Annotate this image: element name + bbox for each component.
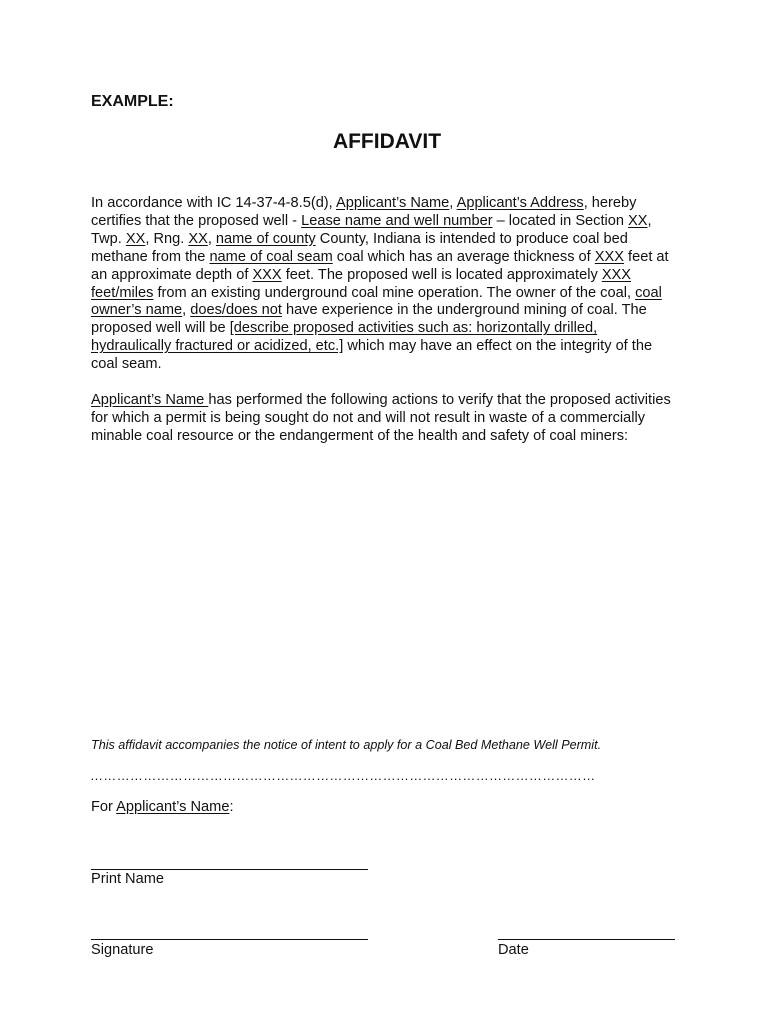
for-applicant-line <box>91 799 234 815</box>
text: has performed the following actions to verify that the proposed activities for which a permit is being sought do not and will not result in waste of a commercially minable coal resource or the endangerment of the health and safety of coal miners: <box>91 392 671 444</box>
signature-label: Signature <box>91 942 154 958</box>
document-title <box>0 130 770 154</box>
for-prefix: For <box>91 799 117 815</box>
text: coal which has an average thickness of <box>332 248 595 265</box>
text: from an existing underground coal mine operation. The owner of the coal, <box>153 284 636 301</box>
affidavit-paragraph-2 <box>91 392 681 446</box>
applicant-name-placeholder: Applicant’s Name <box>91 392 209 408</box>
coal-owner-placeholder: coal owner’s name <box>91 284 662 319</box>
township-placeholder: XX <box>125 230 146 247</box>
section-placeholder: XX <box>628 212 648 229</box>
coal-seam-placeholder: name of coal seam <box>209 248 333 265</box>
permit-note: This affidavit accompanies the notice of intent to apply for a Coal Bed Methane Well Permit. <box>91 738 602 752</box>
for-suffix: : <box>229 799 234 815</box>
text: In accordance with IC 14-37-4-8.5(d), <box>91 195 336 211</box>
text: , Rng. <box>145 230 189 247</box>
example-label: EXAMPLE: <box>91 93 174 110</box>
depth-placeholder: XXX <box>252 266 282 283</box>
dotted-separator: …………………………………………………………………………………………………… <box>90 768 596 783</box>
text: feet at an approximate depth of <box>91 248 669 283</box>
applicant-name-placeholder: Applicant’s Name <box>335 195 450 211</box>
text: – located in Section <box>492 212 629 229</box>
text: , <box>449 195 457 211</box>
applicant-address-placeholder: Applicant’s Address <box>456 195 584 211</box>
text: , hereby certifies that the proposed well - <box>91 195 637 229</box>
text: which may have an effect on the integrity of the coal seam. <box>91 338 653 373</box>
signature-line <box>91 939 368 940</box>
text: , <box>207 230 216 247</box>
county-placeholder: name of county <box>215 230 316 247</box>
print-name-label: Print Name <box>91 871 164 887</box>
print-name-line <box>91 869 368 870</box>
affidavit-paragraph-1 <box>91 195 681 374</box>
distance-placeholder: XXX feet/miles <box>91 266 632 301</box>
activities-placeholder: [describe proposed activities such as: horizontally drilled, hydraulically fractured or acidized, etc.] <box>91 320 598 355</box>
range-placeholder: XX <box>188 230 208 247</box>
applicant-name-placeholder: Applicant’s Name <box>116 799 230 815</box>
text: feet. The proposed well is located approximately <box>281 266 602 283</box>
date-line <box>498 939 675 940</box>
text: , <box>182 302 191 319</box>
date-label: Date <box>498 942 529 958</box>
thickness-placeholder: XXX <box>594 248 624 265</box>
does-does-not-placeholder: does/does not <box>190 302 282 319</box>
lease-name-placeholder: Lease name and well number <box>301 212 493 229</box>
text: have experience in the underground mining of coal. The proposed well will be <box>91 302 647 337</box>
text: County, Indiana is intended to produce coal bed methane from the <box>91 230 628 265</box>
title-text: AFFIDAVIT <box>332 130 442 153</box>
text: , Twp. <box>91 212 652 247</box>
